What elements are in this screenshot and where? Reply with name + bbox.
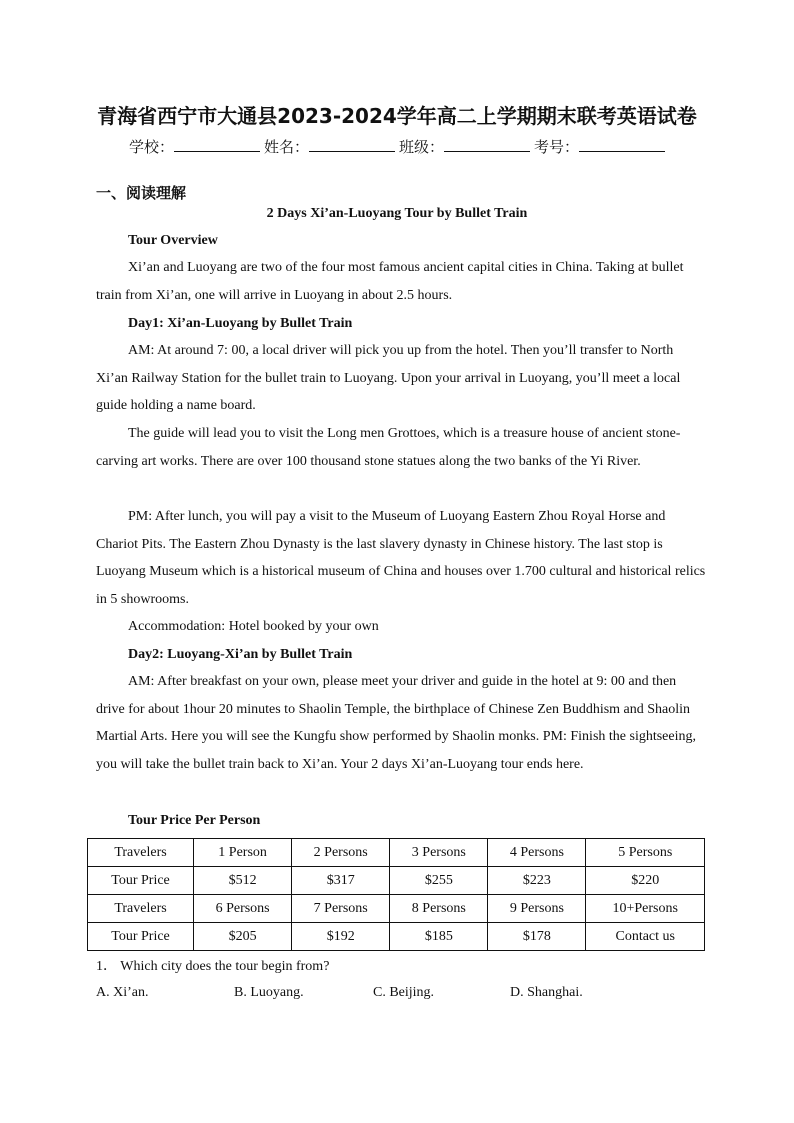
option-d: D. Shanghai. xyxy=(510,985,583,1000)
table-cell: Travelers xyxy=(88,895,194,923)
table-cell: $255 xyxy=(390,867,488,895)
table-cell: 2 Persons xyxy=(292,839,390,867)
price-table xyxy=(87,838,705,951)
page-title: 青海省西宁市大通县2023-2024学年高二上学期期末联考英语试卷 xyxy=(97,104,697,128)
question-1: 1． Which city does the tour begin from? xyxy=(96,959,330,974)
number-label: 考号： xyxy=(534,138,580,156)
table-cell: $317 xyxy=(292,867,390,895)
table-row xyxy=(88,867,705,895)
table-cell: $185 xyxy=(390,923,488,951)
table-cell: Contact us xyxy=(586,923,705,951)
table-cell: $223 xyxy=(488,867,586,895)
table-cell: 9 Persons xyxy=(488,895,586,923)
table-cell: 6 Persons xyxy=(194,895,292,923)
name-label: 姓名： xyxy=(263,138,309,156)
school-label: 学校： xyxy=(128,138,174,156)
day1-am-paragraph: AM: At around 7: 00, a local driver will pick you up from the hotel. Then you’ll transfer to North Xi’an Railway Station for the bullet train to Luoyang. Upon your arrival in Luoyang, you’ll meet a local guide holding a name board. xyxy=(96,343,681,414)
table-cell: $512 xyxy=(194,867,292,895)
overview-heading: Tour Overview xyxy=(128,233,218,248)
table-cell: Tour Price xyxy=(88,867,194,895)
table-row xyxy=(88,923,705,951)
number-blank xyxy=(579,137,665,152)
table-cell: 3 Persons xyxy=(390,839,488,867)
day1-guide-paragraph: The guide will lead you to visit the Long men Grottoes, which is a treasure house of ancient stone-carving art works. There are over 100 thousand stone statues along the two banks of the Yi River. xyxy=(96,426,681,469)
class-blank xyxy=(444,137,530,152)
day2-paragraph: AM: After breakfast on your own, please meet your driver and guide in the hotel at 9: 00 and then drive for about 1hour 20 minutes to Shaolin Temple, the birthplace of Chinese Zen Buddhism and Shaolin Martial Arts. Here you will see the Kungfu show performed by Shaolin monks. PM: Finish the sightseeing, you will take the bullet train back to Xi’an. Your 2 days Xi’an-Luoyang tour ends here. xyxy=(96,674,696,772)
table-row xyxy=(88,895,705,923)
accommodation-line: Accommodation: Hotel booked by your own xyxy=(128,619,379,634)
school-blank xyxy=(174,137,260,152)
table-cell: $192 xyxy=(292,923,390,951)
class-label: 班级： xyxy=(399,138,445,156)
name-blank xyxy=(309,137,395,152)
day1-pm-paragraph: PM: After lunch, you will pay a visit to the Museum of Luoyang Eastern Zhou Royal Horse and Chariot Pits. The Eastern Zhou Dynasty is the last slavery dynasty in Chinese history. The last stop is Luoyang Museum which is a historical museum of China and houses over 1.700 cultural and historical relics in 5 showrooms. xyxy=(96,509,706,607)
table-cell: 5 Persons xyxy=(586,839,705,867)
table-cell: $178 xyxy=(488,923,586,951)
article-title: 2 Days Xi’an-Luoyang Tour by Bullet Train xyxy=(266,206,528,221)
price-heading: Tour Price Per Person xyxy=(128,813,261,828)
table-cell: 4 Persons xyxy=(488,839,586,867)
table-cell: $205 xyxy=(194,923,292,951)
table-cell: 7 Persons xyxy=(292,895,390,923)
day2-heading: Day2: Luoyang-Xi’an by Bullet Train xyxy=(128,647,353,662)
section-heading: 一、阅读理解 xyxy=(96,184,187,202)
table-cell: 1 Person xyxy=(194,839,292,867)
day1-heading: Day1: Xi’an-Luoyang by Bullet Train xyxy=(128,316,353,331)
option-b: B. Luoyang. xyxy=(234,985,304,1000)
table-cell: Tour Price xyxy=(88,923,194,951)
table-cell: 8 Persons xyxy=(390,895,488,923)
table-row xyxy=(88,839,705,867)
table-cell: Travelers xyxy=(88,839,194,867)
table-cell: $220 xyxy=(586,867,705,895)
table-cell: 10+Persons xyxy=(586,895,705,923)
student-info-line xyxy=(0,136,794,157)
option-a: A. Xi’an. xyxy=(96,985,149,1000)
overview-paragraph: Xi’an and Luoyang are two of the four most famous ancient capital cities in China. Taking at bullet train from Xi’an, one will arrive in Luoyang in about 2.5 hours. xyxy=(96,260,684,303)
option-c: C. Beijing. xyxy=(373,985,435,1000)
